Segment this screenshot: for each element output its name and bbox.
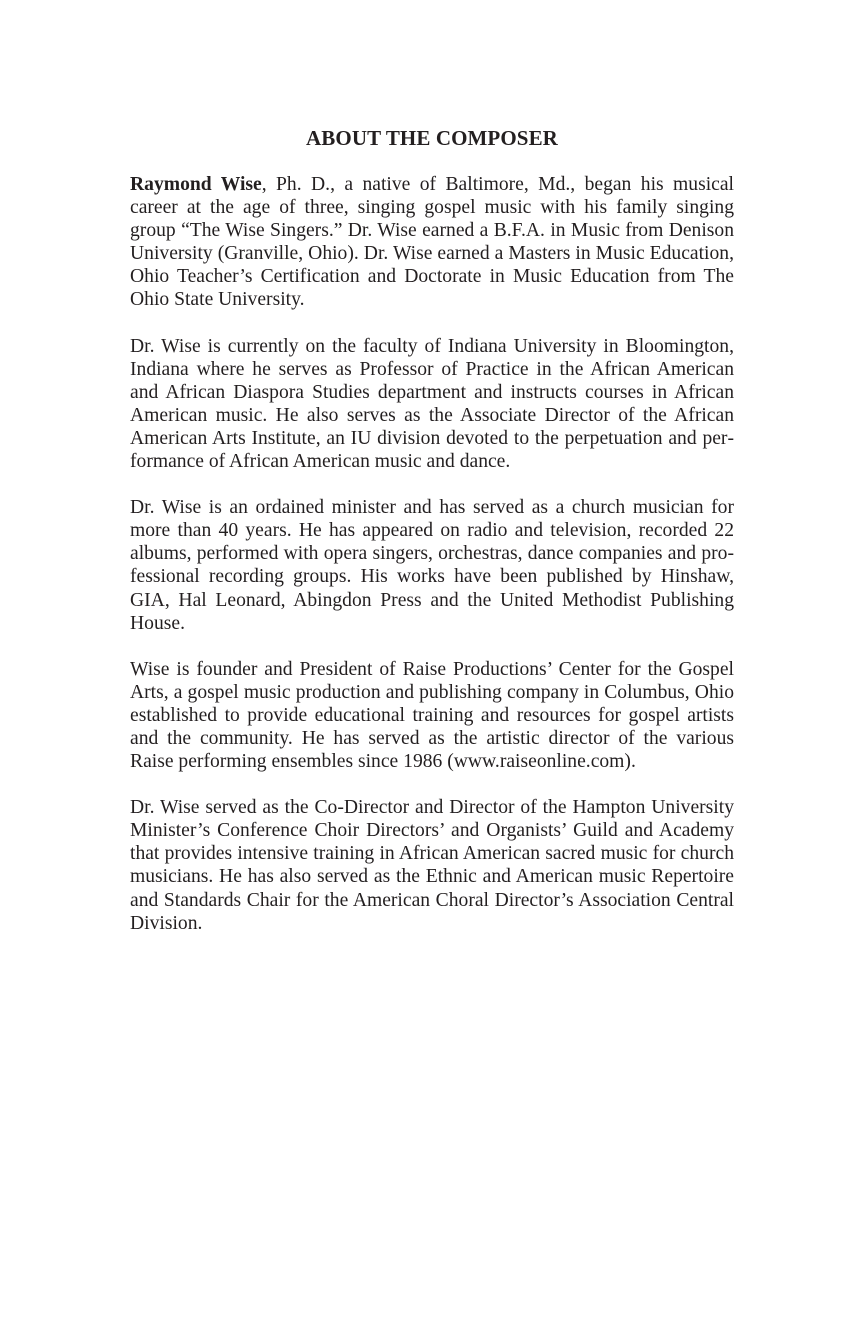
paragraph-text: , Ph. D., a native of Baltimore, Md., began his musical career at the age of three, singing gospel music with his family singing group “The Wise Singers.” Dr. Wise earned a B.F.A. in Music from Denison University (Granville, Ohio). Dr. Wise earned a Masters in Music Education, Ohio Teacher’s Certification and Doctorate in Music Education from The Ohio State University.	[130, 174, 734, 311]
document-page	[130, 124, 734, 958]
paragraph-raise-productions: Wise is founder and President of Raise Productions’ Center for the Gospel Arts, a gospel music production and publishing company in Columbus, Ohio established to provide educational training and resources for gospel artists and the community. He has served as the artistic director of the various Raise performing ensembles since 1986 (www.raiseonline.com).	[130, 658, 734, 773]
paragraph-ministry: Dr. Wise is an ordained minister and has served as a church musician for more than 40 years. He has appeared on radio and television, recorded 22 albums, performed with opera singers, orchestras, dance companies and professional recording groups. His works have been published by Hinshaw, GIA, Hal Leonard, Abingdon Press and the United Methodist Publishing House.	[130, 497, 734, 634]
paragraph-faculty: Dr. Wise is currently on the faculty of Indiana University in Bloomington, Indiana where he serves as Professor of Practice in the African American and African Diaspora Studies department and instructs courses in African American music. He also serves as the Associate Director of the African American Arts Institute, an IU division devoted to the perpetuation and performance of African American music and dance.	[130, 335, 734, 473]
composer-name: Raymond Wise	[130, 174, 262, 195]
paragraph-hampton: Dr. Wise served as the Co-Director and Director of the Hampton University Minister’s Conference Choir Directors’ and Organists’ Guild and Academy that provides intensive training in African American sacred music for church musicians. He has also served as the Ethnic and American music Repertoire and Standards Chair for the American Choral Director’s Association Central Division.	[130, 797, 734, 934]
page-title: ABOUT THE COMPOSER	[306, 126, 558, 150]
paragraph-biography-intro	[130, 173, 734, 312]
